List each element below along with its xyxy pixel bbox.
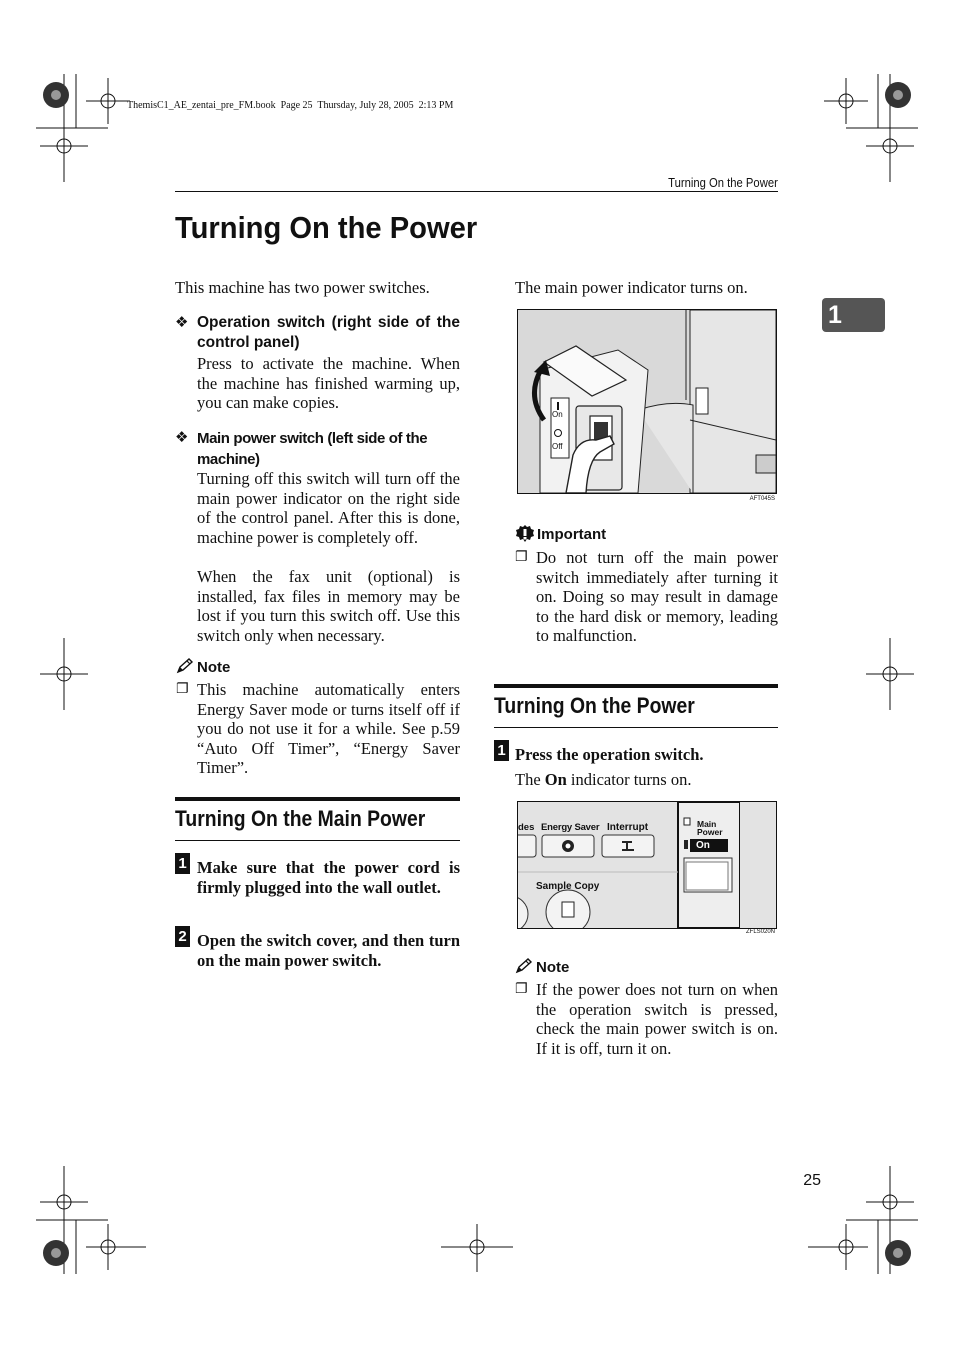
- note-text: This machine automatically enters Energy Saver mode or turns itself off if you do not use it for a while. See p.59 “Auto Off Timer”, “Energy Saver Timer”.: [197, 680, 460, 778]
- power-step1-sub: [515, 770, 778, 790]
- item1-title: Operation switch (right side of the control panel): [197, 314, 460, 351]
- on-indicator-label: On: [690, 839, 728, 852]
- important-icon: [515, 524, 535, 544]
- main-power-label-2: Power: [697, 827, 723, 837]
- pencil-icon: [176, 658, 194, 674]
- section-heading-power: Turning On the Power: [494, 693, 695, 718]
- power-step1-sub-on: On: [544, 770, 567, 789]
- chapter-tab: [822, 298, 885, 332]
- important-text: Do not turn off the main power switch immediately after turning it on. Doing so may result in damage to the hard disk or memory, leading to malfunction.: [536, 548, 778, 646]
- item2-body1: Turning off this switch will turn off the main power indicator on the right side of the control panel. After this is done, machine power is completely off.: [197, 469, 460, 547]
- figure2-code: ZFLS020N: [745, 929, 775, 935]
- figure-control-panel: [517, 801, 777, 929]
- right-note-label: Note: [536, 959, 570, 976]
- checkbox-icon: ❐: [515, 549, 528, 565]
- energy-saver-label: Energy Saver: [541, 822, 600, 833]
- note-label: Note: [197, 659, 231, 676]
- section-rule-bottom: [175, 840, 460, 841]
- important-label: Important: [537, 526, 607, 543]
- diamond-bullet-icon: ❖: [175, 313, 189, 331]
- diamond-bullet-icon: ❖: [175, 428, 189, 446]
- section-heading-main-power: Turning On the Main Power: [175, 806, 426, 831]
- right-intro: The main power indicator turns on.: [515, 278, 748, 297]
- page-number: 25: [803, 1172, 821, 1189]
- checkbox-icon: ❐: [176, 681, 189, 697]
- step2-text: Open the switch cover, and then turn on the main power switch.: [197, 931, 460, 970]
- control-panel-illustration: [518, 802, 776, 928]
- main-power-label-1: Main: [697, 819, 717, 829]
- running-header: Turning On the Power: [668, 176, 778, 190]
- item2-title: Main power switch (left side of the machine): [197, 430, 428, 468]
- item1-body: Press to activate the machine. When the machine has finished warming up, you can make copies.: [197, 354, 460, 413]
- power-step1-sub-a: The: [515, 770, 545, 789]
- figure1-code: AFT045S: [749, 496, 775, 502]
- power-step1-text: Press the operation switch.: [515, 745, 704, 764]
- right-note-text: If the power does not turn on when the operation switch is pressed, check the main power switch is on. If it is off, turn it on.: [536, 980, 778, 1058]
- step-number-1: 1: [175, 853, 190, 874]
- section-rule-top: [494, 684, 778, 688]
- page-title: Turning On the Power: [175, 210, 478, 245]
- print-info: ThemisC1_AE_zentai_pre_FM.book Page 25 Thursday, July 28, 2005 2:13 PM: [127, 100, 454, 111]
- interrupt-label: Interrupt: [607, 822, 649, 833]
- figure-main-power-switch: [517, 309, 777, 494]
- pencil-icon: [515, 958, 533, 974]
- main-power-switch-illustration: [518, 310, 776, 493]
- step1-text: Make sure that the power cord is firmly plugged into the wall outlet.: [197, 858, 460, 897]
- checkbox-icon: ❐: [515, 981, 528, 997]
- section-rule-top: [175, 797, 460, 801]
- sample-copy-label: Sample Copy: [536, 881, 600, 892]
- modes-label: des: [518, 822, 535, 833]
- item2-body2: When the fax unit (optional) is installed, fax files in memory may be lost if you turn this switch off. Use this switch only when necessary.: [197, 567, 460, 645]
- section-rule-bottom: [494, 727, 778, 728]
- switch-label-on: On: [552, 410, 563, 419]
- switch-label-off: Off: [552, 442, 563, 451]
- header-rule: [175, 191, 778, 192]
- step-number-2: 2: [175, 926, 190, 947]
- chapter-number: 1: [828, 301, 842, 329]
- step-number-1: 1: [494, 740, 509, 761]
- power-step1-sub-c: indicator turns on.: [566, 770, 692, 789]
- left-intro: This machine has two power switches.: [175, 278, 430, 297]
